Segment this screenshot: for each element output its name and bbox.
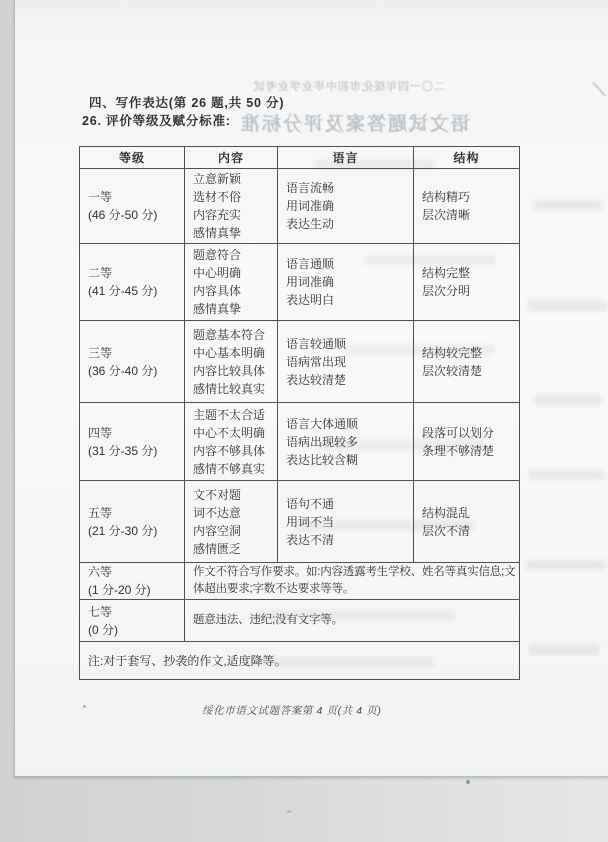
cell-line: 感情匮乏	[193, 541, 242, 556]
cell-line: 中心明确	[193, 266, 242, 280]
grade-label: 五等	[88, 505, 113, 520]
scan-speck	[286, 810, 292, 813]
cell-line: 用词不当	[286, 514, 335, 529]
cell-line: 感情真挚	[193, 302, 242, 316]
table-row	[80, 600, 520, 642]
cell-line: 词不达意	[193, 505, 242, 520]
cell-structure	[414, 169, 520, 244]
cell-language	[278, 403, 414, 481]
col-header-grade: 等级	[80, 147, 185, 169]
cell-line: 用词准确	[286, 199, 335, 213]
cell-line: 题意符合	[193, 248, 242, 262]
bleedthrough-smudge	[533, 200, 603, 210]
cell-content	[185, 403, 278, 481]
table-note-row	[80, 642, 520, 680]
table-row	[80, 481, 520, 563]
score-range: (36 分-40 分)	[88, 363, 158, 378]
cell-line: 主题不太合适	[193, 407, 266, 422]
cell-content	[185, 481, 278, 563]
bleedthrough-smudge	[529, 645, 599, 655]
cell-line: 选材不俗	[193, 190, 242, 204]
cell-line: 层次不清	[422, 523, 471, 538]
cell-merged-description: 题意违法、违纪;没有文字等。	[185, 600, 520, 642]
scanned-page	[14, 0, 608, 776]
cell-line: 用词准确	[286, 275, 335, 289]
cell-line: 语言较通顺	[286, 336, 347, 351]
cell-line: 语言大体通顺	[286, 416, 359, 431]
table-row	[80, 563, 520, 600]
cell-grade	[80, 244, 185, 321]
cell-structure	[414, 244, 520, 321]
bleedthrough-smudge	[533, 395, 603, 405]
cell-structure	[414, 481, 520, 563]
cell-content	[185, 321, 278, 403]
cell-language	[278, 321, 414, 403]
cell-line: 表达明白	[286, 293, 335, 307]
cell-line: 层次清晰	[422, 208, 471, 222]
col-header-language: 语言	[278, 147, 414, 169]
grading-table	[79, 146, 520, 680]
cell-line: 内容具体	[193, 284, 242, 298]
score-range: (0 分)	[88, 622, 119, 637]
cell-grade	[80, 169, 185, 244]
cell-line: 感情真挚	[193, 226, 242, 240]
cell-line: 段落可以划分	[422, 425, 495, 440]
cell-line: 中心不太明确	[193, 425, 266, 440]
cell-grade	[80, 403, 185, 481]
bleedthrough-exam-line: 二〇一四年绥化市初中毕业学业考试	[253, 81, 445, 93]
cell-content	[185, 169, 278, 244]
scan-speck	[466, 780, 470, 784]
scan-speck	[83, 705, 86, 708]
cell-line: 语言通顺	[286, 257, 335, 271]
page-footer: 绥化市语文试题答案第 4 页(共 4 页)	[202, 705, 382, 717]
cell-structure	[414, 403, 520, 481]
cell-line: 表达生动	[286, 217, 335, 231]
cell-line: 表达不清	[286, 532, 335, 547]
bleedthrough-smudge	[529, 470, 604, 480]
cell-merged-description: 作文不符合写作要求。如:内容透露考生学校、姓名等真实信息;文体超出要求;字数不达要求等等。	[185, 563, 520, 600]
cell-grade	[80, 563, 185, 600]
bleedthrough-title: 语文试题答案及评分标准	[239, 114, 471, 135]
cell-line: 语病出现较多	[286, 434, 359, 449]
scan-artifact	[592, 82, 606, 97]
grade-label: 三等	[88, 345, 113, 360]
cell-grade	[80, 600, 185, 642]
cell-line: 表达比较含糊	[286, 452, 359, 467]
cell-line: 语病常出现	[286, 354, 347, 369]
cell-line: 层次分明	[422, 284, 471, 298]
table-row	[80, 169, 520, 244]
cell-language	[278, 481, 414, 563]
cell-line: 中心基本明确	[193, 345, 266, 360]
table-header-row	[80, 147, 520, 169]
grade-label: 七等	[88, 604, 113, 619]
cell-line: 内容充实	[193, 208, 242, 222]
cell-line: 条理不够清楚	[422, 443, 495, 458]
grade-label: 六等	[88, 565, 113, 579]
cell-line: 结构完整	[422, 266, 471, 280]
cell-line: 立意新颖	[193, 172, 242, 186]
cell-line: 语句不通	[286, 496, 335, 511]
section-heading: 四、写作表达(第 26 题,共 50 分)	[89, 96, 285, 110]
score-range: (41 分-45 分)	[88, 284, 158, 298]
bleedthrough-smudge	[527, 300, 607, 311]
cell-line: 结构精巧	[422, 190, 471, 204]
grade-label: 四等	[88, 425, 113, 440]
cell-note: 注:对于套写、抄袭的作文,适度降等。	[80, 642, 520, 680]
score-range: (21 分-30 分)	[88, 523, 158, 538]
cell-line: 感情不够真实	[193, 461, 266, 476]
rubric-subheading: 26. 评价等级及赋分标准:	[82, 114, 231, 128]
bleedthrough-smudge	[525, 560, 605, 570]
cell-grade	[80, 481, 185, 563]
cell-line: 题意基本符合	[193, 327, 266, 342]
cell-line: 内容比较具体	[193, 363, 266, 378]
score-range: (31 分-35 分)	[88, 443, 158, 458]
col-header-content: 内容	[185, 147, 278, 169]
cell-language	[278, 244, 414, 321]
cell-line: 结构混乱	[422, 505, 471, 520]
cell-language	[278, 169, 414, 244]
table-row	[80, 321, 520, 403]
table-row	[80, 403, 520, 481]
cell-line: 结构较完整	[422, 345, 483, 360]
score-range: (46 分-50 分)	[88, 208, 158, 222]
cell-line: 语言流畅	[286, 181, 335, 195]
cell-structure	[414, 321, 520, 403]
cell-line: 表达较清楚	[286, 372, 347, 387]
cell-content	[185, 244, 278, 321]
col-header-structure: 结构	[414, 147, 520, 169]
grade-label: 二等	[88, 266, 113, 280]
grade-label: 一等	[88, 190, 113, 204]
cell-grade	[80, 321, 185, 403]
cell-line: 感情比较真实	[193, 381, 266, 396]
cell-line: 层次较清楚	[422, 363, 483, 378]
table-row	[80, 244, 520, 321]
cell-line: 文不对题	[193, 487, 242, 502]
cell-line: 内容空洞	[193, 523, 242, 538]
cell-line: 内容不够具体	[193, 443, 266, 458]
score-range: (1 分-20 分)	[88, 583, 151, 597]
